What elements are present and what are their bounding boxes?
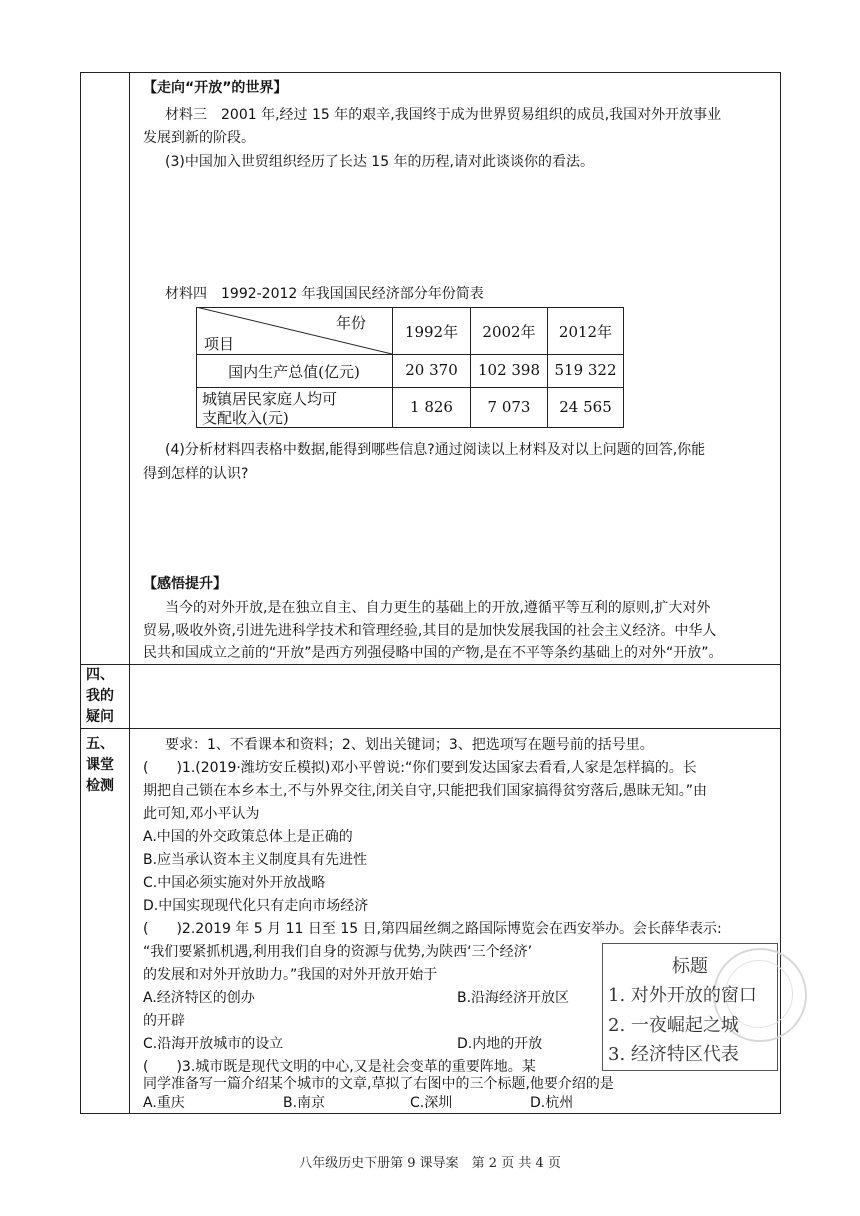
table-row-income-label-line1: 城镇居民家庭人均可 <box>202 390 338 408</box>
title-box-item-1: 1. 对外开放的窗口 <box>608 985 757 1006</box>
table-cell: 7 073 <box>487 398 531 416</box>
question4-line1: (4)分析材料四表格中数据,能得到哪些信息?通过阅读以上材料及对以上问题的回答,你能 <box>165 442 706 458</box>
question1-option-c: C.中国必须实施对外开放战略 <box>143 875 326 891</box>
economy-table <box>196 307 624 428</box>
question1-line3: 此可知,邓小平认为 <box>143 806 260 822</box>
title-box-item-3: 3. 经济特区代表 <box>608 1044 739 1065</box>
material4-title: 材料四 1992-2012 年我国国民经济部分年份简表 <box>165 286 484 302</box>
question1-option-b: B.应当承认资本主义制度具有先进性 <box>143 852 368 868</box>
table-border-left <box>80 72 81 1114</box>
table-border-bottom <box>80 1113 781 1114</box>
table-border-top <box>80 72 781 73</box>
question3: (3)中国加入世贸组织经历了长达 15 年的历程,请对此谈谈你的看法。 <box>165 154 594 170</box>
table-divider-row5 <box>80 728 781 729</box>
question4-line2: 得到怎样的认识? <box>143 466 249 482</box>
question1-option-d: D.中国实现现代化只有走向市场经济 <box>143 898 369 914</box>
table-header-item: 项目 <box>204 335 235 353</box>
question3-option-a: A.重庆 <box>143 1095 185 1111</box>
question3-option-b: B.南京 <box>283 1095 326 1111</box>
insight-line1: 当今的对外开放,是在独立自主、自力更生的基础上的开放,遵循平等互利的原则,扩大对外 <box>165 600 711 616</box>
question2-option-c: C.沿海开放城市的设立 <box>143 1036 284 1052</box>
question3-line1: ( )3.城市既是现代文明的中心,又是社会变革的重要阵地。某 <box>143 1059 536 1075</box>
table-row-gdp-label: 国内生产总值(亿元) <box>228 363 360 381</box>
insight-line2: 贸易,吸收外资,引进先进科学技术和管理经验,其目的是加快发展我国的社会主义经济。中华人 <box>143 623 717 639</box>
table-divider-row4 <box>80 664 781 665</box>
table-cell: 24 565 <box>559 398 612 416</box>
table-column-divider <box>129 72 130 1114</box>
question1-line1: ( )1.(2019·潍坊安丘模拟)邓小平曾说:“你们要到发达国家去看看,人家是怎样搞的。长 <box>143 760 697 776</box>
question2-option-b: B.沿海经济开放区 <box>457 990 570 1006</box>
table-cell: 519 322 <box>554 361 617 379</box>
table-year-1992: 1992年 <box>404 323 459 341</box>
section5-label: 五、 课堂 检测 <box>86 736 114 794</box>
question2-line1: ( )2.2019 年 5 月 11 日至 15 日,第四届丝绸之路国际博览会在西安举办。会长薛华表示: <box>143 921 722 937</box>
page-footer: 八年级历史下册第 9 课导案 第 2 页 共 4 页 <box>299 1156 561 1171</box>
question3-option-d: D.杭州 <box>530 1095 574 1111</box>
material3-line2: 发展到新的阶段。 <box>143 130 255 146</box>
section-heading-open-world: 【走向“开放”的世界】 <box>143 80 288 96</box>
insight-heading: 【感悟提升】 <box>143 576 227 592</box>
table-cell: 1 826 <box>410 398 453 416</box>
title-box-heading: 标题 <box>672 956 708 977</box>
question1-option-a: A.中国的外交政策总体上是正确的 <box>143 829 353 845</box>
question2-line3: 的发展和对外开放助力。”我国的对外开放开始于 <box>143 967 438 983</box>
question2-option-a: A.经济特区的创办 <box>143 990 255 1006</box>
table-year-2002: 2002年 <box>482 323 536 341</box>
insight-line3: 民共和国成立之前的“开放”是西方列强侵略中国的产物,是在不平等条约基础上的对外“开放”。 <box>143 645 723 661</box>
question3-line2: 同学准备写一篇介绍某个城市的文章,草拟了右图中的三个标题,他要介绍的是 <box>143 1076 614 1092</box>
requirement-line: 要求：1、不看课本和资料；2、划出关键词；3、把选项写在题号前的括号里。 <box>165 737 654 753</box>
question3-option-c: C.深圳 <box>410 1095 453 1111</box>
title-box-item-2: 2. 一夜崛起之城 <box>608 1015 739 1036</box>
question1-line2: 期把自己锁在本乡本土,不与外界交往,闭关自守,只能把我们国家搞得贫穷落后,愚昧无知。”由 <box>143 783 708 799</box>
table-year-2012: 2012年 <box>558 323 613 341</box>
table-row-income-label-line2: 支配收入(元) <box>202 409 289 427</box>
material3-line1: 材料三 2001 年,经过 15 年的艰辛,我国终于成为世界贸易组织的成员,我国对外开放事业 <box>165 107 722 123</box>
question2-line2: “我们要紧抓机遇,利用我们自身的资源与优势,为陕西‘三个经济’ <box>143 944 533 960</box>
title-box-figure <box>602 943 778 1071</box>
table-header-year: 年份 <box>336 314 367 332</box>
section4-label: 四、 我的 疑问 <box>86 667 114 725</box>
table-cell: 102 398 <box>477 361 541 379</box>
question2-option-d: D.内地的开放 <box>457 1036 543 1052</box>
question2-option-b-cont: 的开辟 <box>143 1013 185 1029</box>
table-cell: 20 370 <box>405 361 458 379</box>
